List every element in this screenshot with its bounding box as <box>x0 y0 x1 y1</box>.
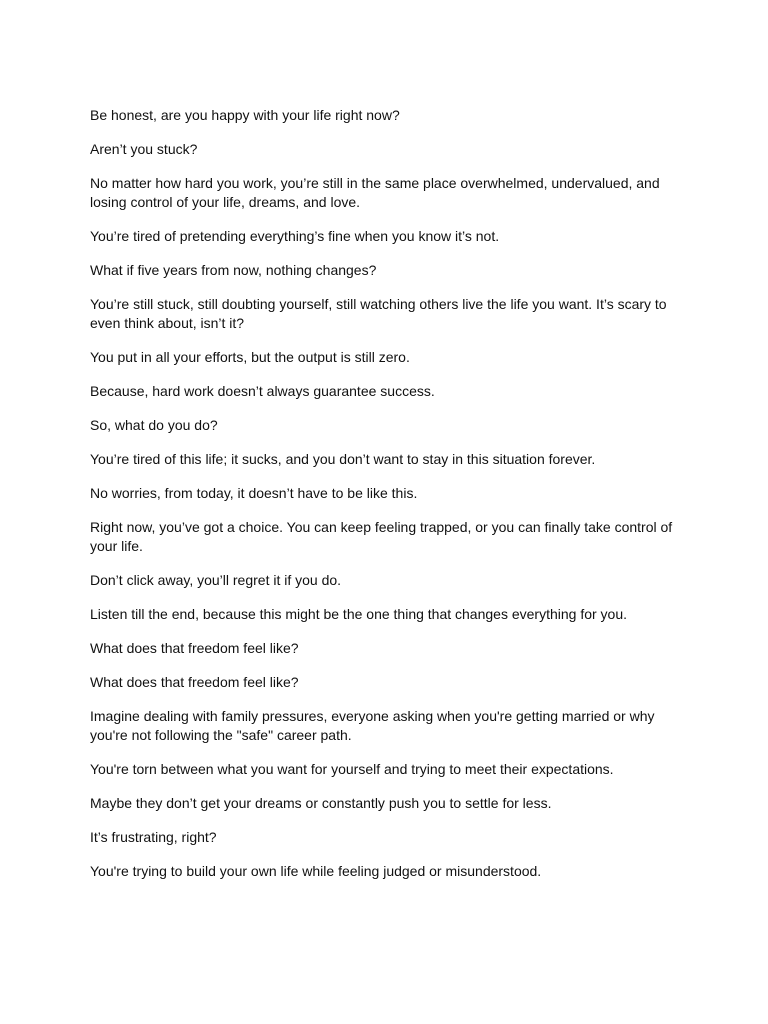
document-body <box>90 106 680 896</box>
paragraph: Don’t click away, you’ll regret it if you do. <box>90 572 342 588</box>
paragraph: It’s frustrating, right? <box>90 829 217 845</box>
paragraph: Because, hard work doesn’t always guarantee success. <box>90 383 435 399</box>
paragraph: You're torn between what you want for yourself and trying to meet their expectations. <box>90 761 614 777</box>
paragraph: Listen till the end, because this might be the one thing that changes everything for you. <box>90 606 628 622</box>
paragraph: What if five years from now, nothing changes? <box>90 262 377 278</box>
paragraph: So, what do you do? <box>90 417 218 433</box>
paragraph: What does that freedom feel like? <box>90 674 299 690</box>
paragraph: What does that freedom feel like? <box>90 640 299 656</box>
paragraph: You’re still stuck, still doubting yourself, still watching others live the life you want. It’s scary to even think about, isn’t it? <box>90 296 667 331</box>
paragraph: Aren’t you stuck? <box>90 141 198 157</box>
paragraph: Maybe they don’t get your dreams or constantly push you to settle for less. <box>90 795 552 811</box>
paragraph: Be honest, are you happy with your life right now? <box>90 107 400 123</box>
paragraph: No matter how hard you work, you’re still in the same place overwhelmed, undervalued, and losing control of your life, dreams, and love. <box>90 175 660 210</box>
paragraph: You’re tired of this life; it sucks, and you don’t want to stay in this situation forever. <box>90 451 596 467</box>
paragraph: No worries, from today, it doesn’t have to be like this. <box>90 485 418 501</box>
paragraph: Right now, you’ve got a choice. You can keep feeling trapped, or you can finally take control of your life. <box>90 519 673 554</box>
paragraph: Imagine dealing with family pressures, everyone asking when you're getting married or why you're not following the "safe" career path. <box>90 708 655 743</box>
paragraph: You’re tired of pretending everything’s fine when you know it’s not. <box>90 228 500 244</box>
paragraph: You put in all your efforts, but the output is still zero. <box>90 349 410 365</box>
paragraph: You're trying to build your own life while feeling judged or misunderstood. <box>90 863 542 879</box>
